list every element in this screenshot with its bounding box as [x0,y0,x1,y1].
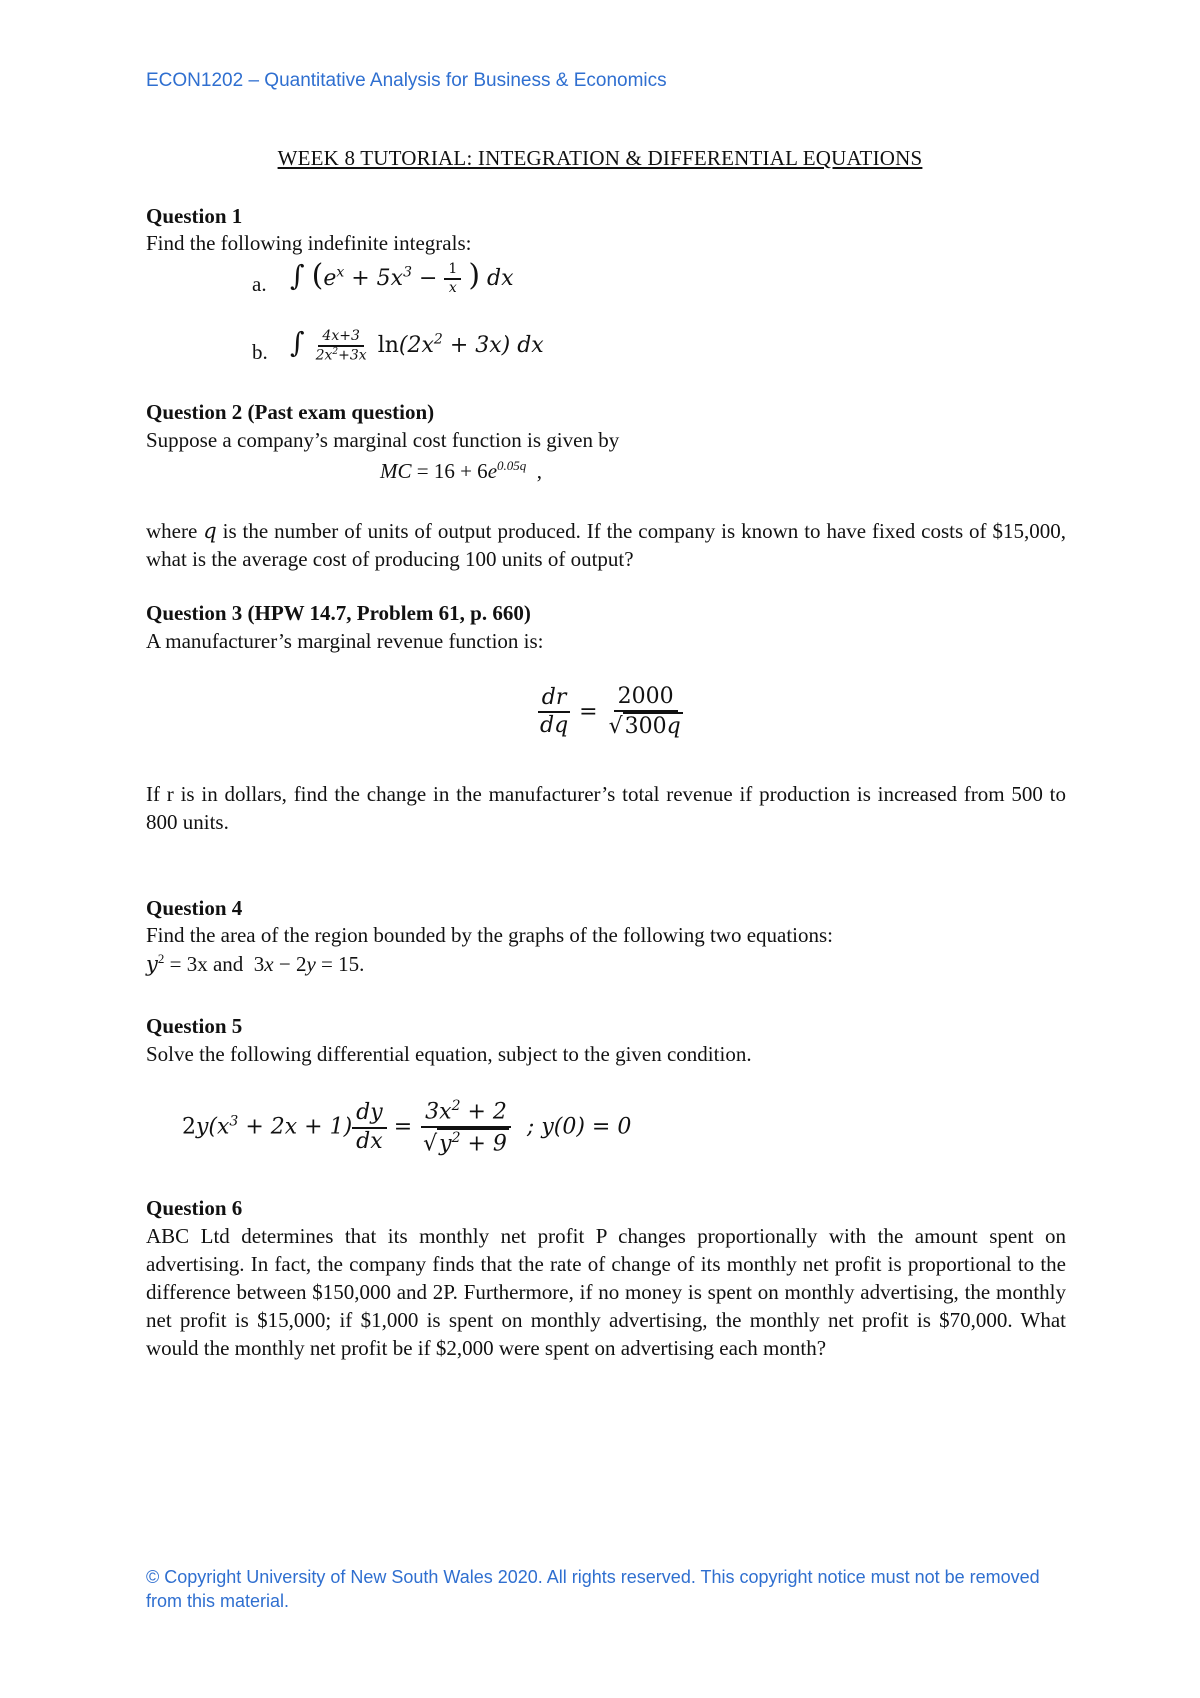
q2-mc-formula: MC = $16 + 6e^{0.05q}$ , [380,458,543,483]
q1-heading: Question 1 [146,204,243,228]
q5-intro: Solve the following differential equation, subject to the given condition. [146,1042,752,1066]
q1-a-label: a. [252,272,267,296]
q1-a-formula: ∫ ($e^x + 5x^3$ − $\frac{1}{x}$ ) dx [290,258,514,296]
q2-intro: Suppose a company’s marginal cost function is given by [146,428,620,452]
q3-body: If r is in dollars, find the change in the manufacturer’s total revenue if production is increased from 500 to 800 units. [146,782,1066,834]
q3-formula: $\frac{dr}{dq}$ = $\frac{2000}{√300q}$ [536,684,687,741]
q1-intro: Find the following indefinite integrals: [146,231,472,255]
course-header: ECON1202 – Quantitative Analysis for Business & Economics [146,70,667,91]
q2-heading: Question 2 (Past exam question) [146,400,435,424]
copyright-footer: © Copyright University of New South Wales 2020. All rights reserved. This copyright notice must not be removed from this material. [146,1567,1040,1611]
q6-heading: Question 6 [146,1196,243,1220]
page-title: WEEK 8 TUTORIAL: INTEGRATION & DIFFERENTIAL EQUATIONS [277,146,923,170]
q6-body: ABC Ltd determines that its monthly net profit P changes proportionally with the amount spent on advertising. In fact, the company finds that the rate of change of its monthly net profit is proportional to the difference between $150,000 and 2P. Furthermore, if no money is spent on monthly advertising, the monthly net profit is $15,000; if $1,000 is spent on monthly advertising, the monthly net profit is $70,000. What would the monthly net profit be if $2,000 were spent on advertising each month? [146,1224,1066,1360]
q1-b-label: b. [252,340,268,364]
q4-equations: $y^2 = 3x$ and 3x − 2y = 15. [146,951,365,976]
q4-heading: Question 4 [146,896,243,920]
q3-heading: Question 3 (HPW 14.7, Problem 61, p. 660) [146,601,531,625]
q5-heading: Question 5 [146,1014,243,1038]
q1-b-formula: ∫ $\frac{4x+3}{2x^2+3x}$ $\ln(2x^2 + 3x)$ dx [290,326,544,364]
q3-intro: A manufacturer’s marginal revenue function is: [146,629,544,653]
q5-formula: $2y(x^3 + 2x + 1)$ $\frac{dy}{dx}$ = $\frac{3x^2 + 2}{√y^2 + 9}$ ; y(0) = 0 [182,1098,632,1157]
q2-body: where q is the number of units of output produced. If the company is known to have fixed costs of $15,000, what is the average cost of producing 100 units of output? [146,519,1066,571]
q4-intro: Find the area of the region bounded by the graphs of the following two equations: [146,923,834,947]
